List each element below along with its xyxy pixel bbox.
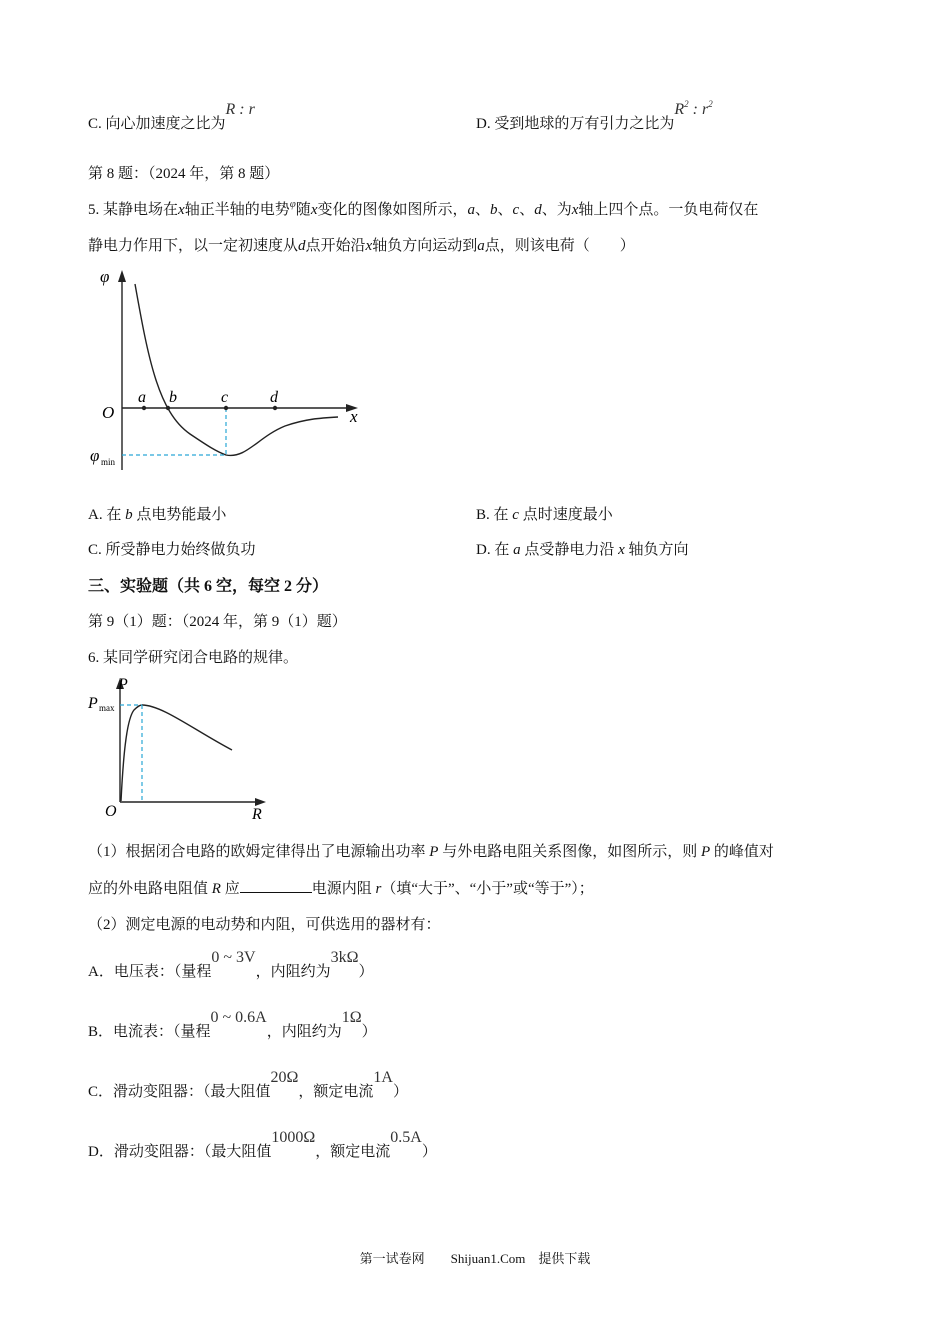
q5-stem-line1 (88, 198, 758, 219)
equipment-b (88, 1009, 377, 1041)
text: ） (361, 1024, 377, 1040)
var-c: c (512, 202, 520, 218)
text: ） (421, 1144, 437, 1160)
var-x: x (365, 238, 373, 254)
math-resistance: 20Ω (270, 1069, 299, 1086)
text: A. 在 (88, 507, 122, 523)
text: 轴负方向 (628, 542, 689, 558)
q4-option-d (476, 99, 713, 133)
var-x: x (571, 202, 579, 218)
var-phi: φ (289, 198, 296, 210)
page-footer: 第一试卷网 Shijuan1.Com 提供下载 (359, 1251, 591, 1266)
var-b: b (490, 202, 498, 218)
var-a: a (513, 542, 521, 558)
q4-option-c-text: C. 向心加速度之比为 (88, 116, 226, 132)
y-axis-label: φ (100, 267, 110, 286)
text: 、为 (541, 202, 572, 218)
text: 、 (475, 202, 491, 218)
q6-part2: （2）测定电源的电动势和内阻，可供选用的器材有： (88, 917, 441, 933)
text: 轴负方向运动到 (372, 238, 478, 254)
text: 点受静电力沿 (524, 542, 615, 558)
text: 轴正半轴的电势 (184, 202, 290, 218)
var-a: a (467, 202, 475, 218)
var-d: d (298, 238, 306, 254)
math-range: 0 ~ 0.6A (210, 1009, 267, 1026)
text: ，额定电流 (315, 1144, 391, 1160)
var-x: x (310, 202, 318, 218)
math-exp: 2 (684, 99, 689, 109)
phi-min-label: φ (90, 446, 100, 465)
math-resistance: 1Ω (341, 1009, 362, 1026)
q6-part1-line2 (88, 877, 594, 898)
text: 点，则该电荷（ ） (484, 238, 635, 254)
q5-option-d (476, 538, 689, 559)
text: 应 (224, 881, 240, 897)
text: ） (358, 964, 374, 980)
section-3-heading: 三、实验题（共 6 空，每空 2 分） (88, 578, 329, 595)
point-c-dot (224, 406, 228, 410)
q9-source: 第 9（1）题：（2024 年，第 9（1）题） (88, 614, 347, 630)
equipment-a (88, 949, 374, 981)
text: ，内阻约为 (266, 1024, 342, 1040)
text: 与外电路电阻关系图像，如图所示，则 (442, 844, 698, 860)
math-r: r (701, 101, 709, 118)
var-c: c (512, 507, 519, 523)
var-b: b (125, 507, 133, 523)
var-x: x (618, 542, 625, 558)
text: 电源内阻 (311, 881, 372, 897)
point-d-label: d (270, 389, 278, 406)
point-d-dot (273, 406, 277, 410)
pmax-label: P (88, 695, 98, 712)
var-a: a (477, 238, 485, 254)
text: 点电势能最小 (136, 507, 227, 523)
var-x: x (178, 202, 185, 218)
q6-intro: 6. 某同学研究闭合电路的规律。 (88, 650, 299, 666)
math-current: 1A (373, 1069, 393, 1086)
point-c-label: c (221, 389, 229, 406)
text: 的峰值对 (713, 844, 774, 860)
potential-curve (135, 284, 338, 455)
point-b-label: b (169, 389, 177, 406)
text: 、 (497, 202, 513, 218)
math-current: 0.5A (390, 1129, 422, 1146)
equipment-c (88, 1069, 408, 1101)
x-axis-label: R (252, 806, 262, 823)
origin-label: O (102, 403, 115, 422)
point-a-label: a (138, 389, 146, 406)
text: 静电力作用下，以一定初速度从 (88, 238, 299, 254)
text: B. 在 (476, 507, 509, 523)
text: （1）根据闭合电路的欧姆定律得出了电源输出功率 (88, 844, 426, 860)
q6-part1-line1 (88, 840, 774, 861)
equipment-d (88, 1129, 437, 1161)
math-resistance: 1000Ω (271, 1129, 316, 1146)
q4-option-d-text: D. 受到地球的万有引力之比为 (476, 116, 675, 132)
text: ，额定电流 (298, 1084, 374, 1100)
math-range: 0 ~ 3V (211, 949, 256, 966)
text: 变化的图像如图所示， (317, 202, 468, 218)
text: A．电压表：（量程 (88, 964, 212, 980)
q5-stem-line2 (88, 234, 635, 255)
q4-option-d-math (674, 101, 712, 118)
text: 5. 某静电场在 (88, 202, 179, 218)
text: D. 在 (476, 542, 510, 558)
text: 点开始沿 (305, 238, 366, 254)
text: C．滑动变阻器：（最大阻值 (88, 1084, 271, 1100)
text: 随 (295, 202, 311, 218)
text: D．滑动变阻器：（最大阻值 (88, 1144, 272, 1160)
math-resistance: 3kΩ (330, 949, 359, 966)
var-R: R (211, 881, 221, 897)
potential-graph (80, 262, 380, 482)
q5-option-a (88, 503, 226, 524)
phi-min-subscript: min (101, 457, 116, 467)
q4-option-c (88, 101, 255, 133)
text: （填“大于”、“小于”或“等于”）； (381, 881, 594, 897)
var-d: d (534, 202, 542, 218)
y-axis-label: P (118, 676, 128, 693)
q4-option-c-math: R : r (225, 101, 255, 118)
q8-source: 第 8 题：（2024 年，第 8 题） (88, 166, 280, 182)
pmax-subscript: max (99, 703, 115, 713)
math-exp: 2 (708, 99, 713, 109)
text: 点时速度最小 (522, 507, 613, 523)
text: ） (392, 1084, 408, 1100)
origin-label: O (105, 803, 117, 820)
text: 轴上四个点。一负电荷仅在 (578, 202, 759, 218)
math-colon: : (688, 101, 702, 118)
point-a-dot (142, 406, 146, 410)
answer-blank[interactable] (240, 878, 312, 893)
power-curve (121, 705, 232, 801)
text: ，内阻约为 (255, 964, 331, 980)
math-R: R (674, 101, 685, 118)
q5-option-c: C. 所受静电力始终做负功 (88, 542, 256, 558)
var-P: P (429, 844, 439, 860)
text: 、 (519, 202, 535, 218)
var-P: P (700, 844, 711, 860)
text: B．电流表：（量程 (88, 1024, 211, 1040)
x-axis-label: x (350, 407, 358, 426)
text: 应的外电路电阻值 (88, 881, 209, 897)
var-r: r (375, 881, 382, 897)
power-graph (84, 672, 274, 824)
x-axis-arrow (255, 798, 266, 806)
q5-option-b (476, 503, 613, 524)
y-axis-arrow (118, 270, 126, 282)
point-b-dot (166, 406, 170, 410)
